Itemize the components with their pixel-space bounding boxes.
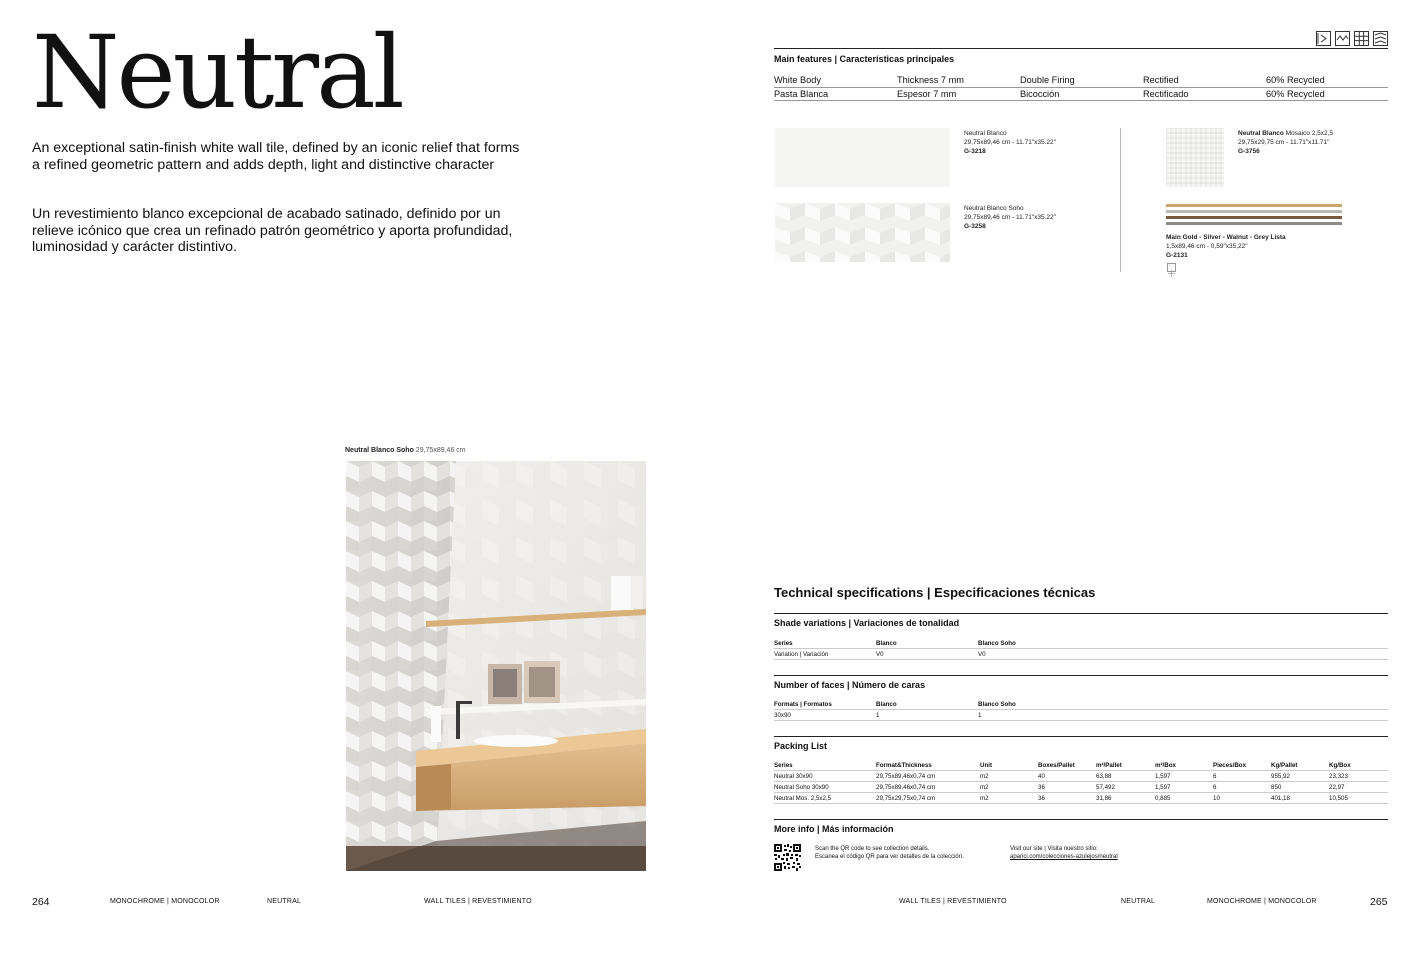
feature-thickness-es: Espesor 7 mm [897, 89, 957, 99]
table-cell: 22,97 [1329, 784, 1345, 791]
feature-recycled-es: 60% Recycled [1266, 89, 1325, 99]
divider [774, 648, 1388, 649]
table-header-cell: Blanco Soho [978, 701, 1016, 708]
table-header-cell: Kg/Pallet [1271, 762, 1298, 769]
tile-code: G-2131 [1166, 252, 1188, 259]
packing-title: Packing List [774, 741, 828, 751]
tile-name: Neutral Blanco Soho [964, 205, 1024, 212]
table-header-cell: m²/Box [1155, 762, 1176, 769]
table-cell: 57,492 [1096, 784, 1115, 791]
qr-instructions-en: Scan the QR code to see collection details. [815, 846, 930, 852]
table-cell: Variation | Variación [774, 651, 829, 658]
faces-table-header [774, 701, 1388, 708]
technical-specs-title: Technical specifications | Especificaciones técnicas [774, 585, 1096, 600]
tile-size: 29,75x29,75 cm - 11.71"x11.71" [1238, 139, 1330, 146]
table-cell: 1 [876, 712, 880, 719]
table-cell: Neutral Soho 30x90 [774, 784, 829, 791]
footer-collection-right: NEUTRAL [1121, 898, 1156, 905]
page-title: Neutral [32, 14, 402, 131]
page-number-left: 264 [32, 896, 50, 908]
table-row [774, 784, 1388, 791]
tile-name-rest: Mosaico 2,5x2,5 [1283, 130, 1334, 137]
feature-firing-es: Bicocción [1020, 89, 1060, 99]
table-header-cell: Series [774, 762, 793, 769]
table-cell: 23,323 [1329, 773, 1348, 780]
photo-caption-size: 29,75x89,46 cm [415, 447, 466, 454]
divider [774, 736, 1388, 737]
tile-code: G-3218 [964, 148, 986, 155]
qr-code-icon[interactable] [774, 844, 801, 871]
table-cell: V0 [876, 651, 884, 658]
table-cell: 1,597 [1155, 784, 1171, 791]
divider [774, 613, 1388, 614]
more-info-title: More info | Más información [774, 824, 894, 834]
table-row [774, 712, 1388, 719]
visit-label: Visit our site | Visita nuestro sitio: [1010, 846, 1098, 852]
footer-collection-left: NEUTRAL [267, 898, 302, 905]
table-cell: 10,505 [1329, 795, 1348, 802]
table-cell: 0,885 [1155, 795, 1171, 802]
packing-table-header [774, 762, 1388, 769]
divider [774, 819, 1388, 820]
divider [774, 675, 1388, 676]
grid-icon [1354, 31, 1369, 46]
table-header-cell: Blanco Soho [978, 640, 1016, 647]
tile-swatch-blanco [775, 128, 950, 187]
table-cell: 63,88 [1096, 773, 1112, 780]
tile-info-blanco-soho [964, 204, 1056, 231]
divider [774, 48, 1388, 49]
tile-info-mosaico [1238, 129, 1333, 156]
footer-category-right: MONOCHROME | MONOCOLOR [1207, 898, 1317, 905]
divider [774, 659, 1388, 660]
table-header-cell: Kg/Box [1329, 762, 1351, 769]
table-header-cell: Boxes/Pallet [1038, 762, 1075, 769]
shade-table-header [774, 640, 1388, 647]
pattern-icon [1373, 31, 1388, 46]
table-header-cell: m²/Pallet [1096, 762, 1122, 769]
shade-title: Shade variations | Variaciones de tonalidad [774, 618, 960, 628]
table-header-cell: Blanco [876, 640, 897, 647]
intro-spanish: Un revestimiento blanco excepcional de acabado satinado, definido por un relieve icónico que crea un refinado patrón geométrico y aporta profundidad, luminosidad y carácter distintivo. [32, 206, 513, 255]
table-row [774, 773, 1388, 780]
footer-category-left: MONOCHROME | MONOCOLOR [110, 898, 220, 905]
tile-size: 1,5x89,46 cm - 0,59"x35,22" [1166, 243, 1248, 250]
divider [774, 100, 1388, 101]
table-cell: 29,75x29,75x0,74 cm [876, 795, 936, 802]
table-header-cell: Pieces/Box [1213, 762, 1247, 769]
table-cell: 36 [1038, 795, 1045, 802]
table-cell: 36 [1038, 784, 1045, 791]
table-header-cell: Blanco [876, 701, 897, 708]
table-cell: 40 [1038, 773, 1045, 780]
table-cell: 30x90 [774, 712, 791, 719]
footer-type-right: WALL TILES | REVESTIMIENTO [899, 898, 1007, 905]
view-icons [1316, 31, 1388, 46]
photo-caption-name: Neutral Blanco Soho [345, 447, 414, 454]
main-features-title: Main features | Características principales [774, 54, 955, 64]
website-link[interactable]: aparici.com/colecciones-azulejos/neutral [1010, 854, 1118, 860]
lista-silver-swatch [1166, 210, 1342, 213]
table-cell: m2 [980, 773, 989, 780]
table-header-cell: Format&Thickness [876, 762, 932, 769]
divider [774, 720, 1388, 721]
table-cell: 10 [1213, 795, 1220, 802]
pattern-thumb-icon [1167, 263, 1176, 272]
tile-name-bold: Neutral Blanco [1238, 130, 1284, 137]
tile-size: 29,75x89,46 cm - 11.71"x35.22" [964, 214, 1056, 221]
table-cell: 1,597 [1155, 773, 1171, 780]
lista-gold-swatch [1166, 204, 1342, 207]
table-row [774, 651, 1388, 658]
feature-recycled: 60% Recycled [1266, 75, 1325, 85]
footer-type-left: WALL TILES | REVESTIMIENTO [424, 898, 532, 905]
table-cell: 1 [978, 712, 982, 719]
divider [774, 770, 1388, 771]
tile-code: G-3756 [1238, 148, 1260, 155]
divider [774, 87, 1388, 88]
table-cell: 850 [1271, 784, 1282, 791]
divider [1120, 128, 1121, 272]
photo-caption [345, 447, 466, 454]
lista-grey-swatch [1166, 222, 1342, 225]
table-cell: 401,18 [1271, 795, 1290, 802]
website-info [1010, 845, 1118, 861]
table-cell: 955,92 [1271, 773, 1290, 780]
table-cell: 29,75x89,46x0,74 cm [876, 773, 936, 780]
divider [774, 792, 1388, 793]
tile-swatch-blanco-soho [775, 203, 950, 262]
divider [774, 803, 1388, 804]
features-row-en [774, 75, 1388, 85]
feature-rectified: Rectified [1143, 75, 1179, 85]
tile-code: G-3258 [964, 223, 986, 230]
table-cell: V0 [978, 651, 986, 658]
intro-english: An exceptional satin-finish white wall tile, defined by an iconic relief that forms a refined geometric pattern and adds depth, light and distinctive character [32, 140, 520, 173]
feature-body: White Body [774, 75, 821, 85]
table-cell: Neutral Mos. 2,5x2,5 [774, 795, 832, 802]
table-cell: Neutral 30x90 [774, 773, 813, 780]
table-cell: 29,75x89,46x0,74 cm [876, 784, 936, 791]
features-row-es [774, 89, 1388, 99]
divider [774, 709, 1388, 710]
wall-tile-icon [1316, 31, 1331, 46]
divider [774, 781, 1388, 782]
table-cell: m2 [980, 795, 989, 802]
lista-walnut-swatch [1166, 216, 1342, 219]
feature-thickness: Thickness 7 mm [897, 75, 964, 85]
table-header-cell: Formats | Formatos [774, 701, 832, 708]
bathroom-photo [346, 461, 646, 871]
faces-title: Number of faces | Número de caras [774, 680, 926, 690]
tile-swatch-mosaico [1166, 128, 1224, 187]
feature-firing: Double Firing [1020, 75, 1075, 85]
tile-info-blanco [964, 129, 1056, 156]
qr-instructions [815, 845, 964, 861]
table-cell: 6 [1213, 784, 1217, 791]
table-header-cell: Series [774, 640, 793, 647]
tile-size: 29,75x89,46 cm - 11.71"x35.22" [964, 139, 1056, 146]
tile-info-lista [1166, 233, 1286, 260]
table-cell: 6 [1213, 773, 1217, 780]
table-cell: m2 [980, 784, 989, 791]
relief-icon [1335, 31, 1350, 46]
qr-instructions-es: Escanea el código QR para ver detalles de la colección. [815, 854, 964, 860]
table-header-cell: Unit [980, 762, 993, 769]
page-number-right: 265 [1370, 896, 1388, 908]
table-cell: 31,86 [1096, 795, 1112, 802]
tile-name [1238, 129, 1333, 138]
feature-rectified-es: Rectificado [1143, 89, 1189, 99]
tile-name: Neutral Blanco [964, 130, 1007, 137]
feature-body-es: Pasta Blanca [774, 89, 829, 99]
tile-name: Main Gold - Silver - Walnut - Grey Lista [1166, 234, 1286, 241]
table-row [774, 795, 1388, 802]
